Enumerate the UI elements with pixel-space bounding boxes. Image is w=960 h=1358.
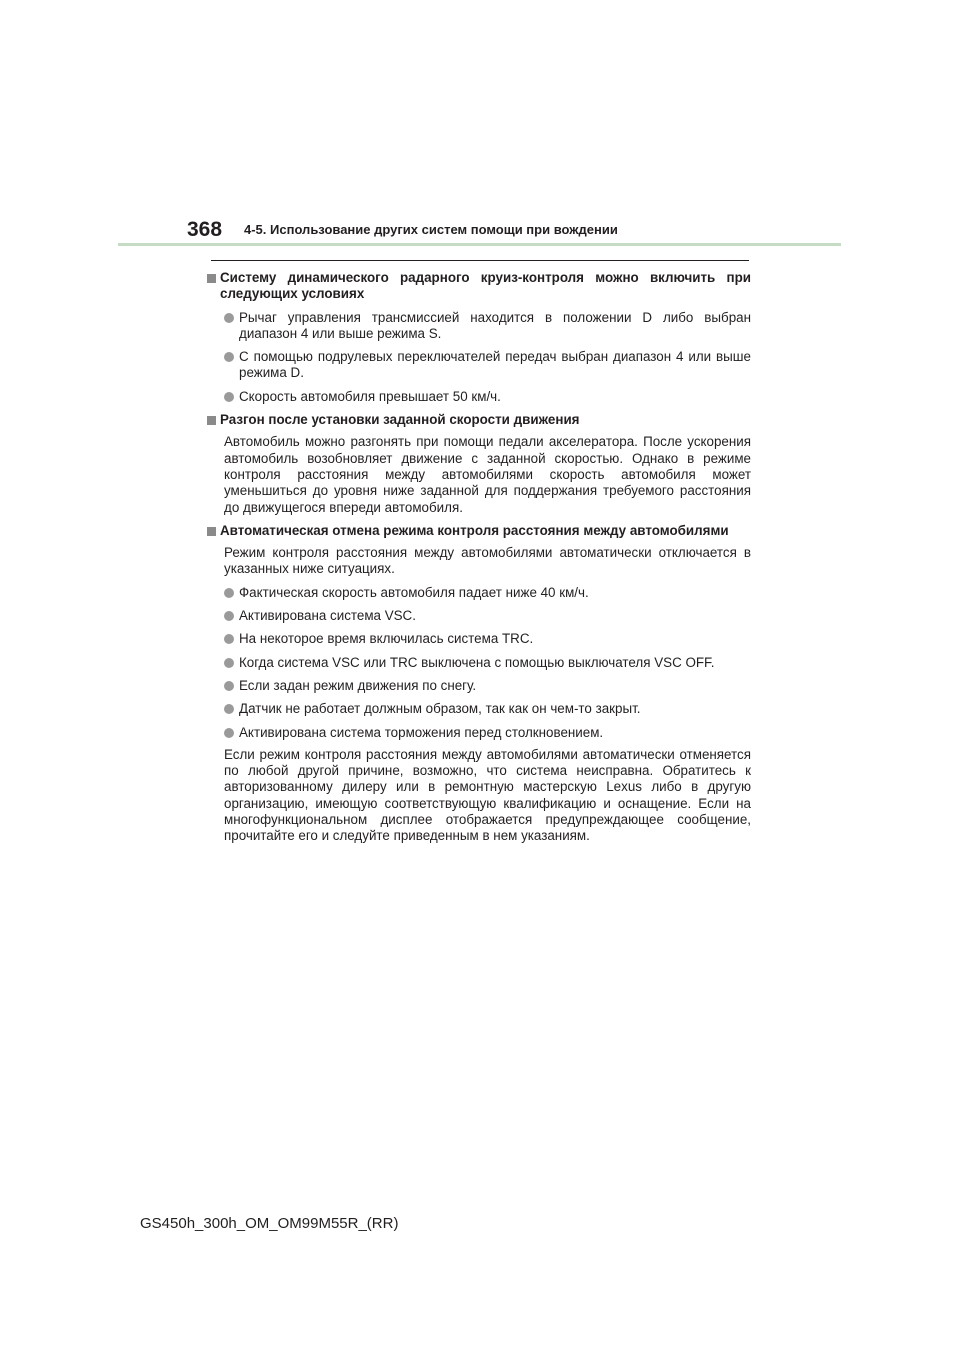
block-text: Датчик не работает должным образом, так как он чем-то закрыт. bbox=[239, 701, 641, 717]
block-text: Когда система VSC или TRC выключена с помощью выключателя VSC OFF. bbox=[239, 654, 715, 670]
circle-bullet-icon bbox=[224, 313, 234, 323]
list-item bbox=[207, 631, 751, 647]
block-text: На некоторое время включилась система TRC. bbox=[239, 631, 534, 647]
list-item bbox=[207, 349, 751, 382]
block-text: Активирована система торможения перед столкновением. bbox=[239, 724, 604, 740]
header-rule bbox=[118, 243, 841, 246]
list-item bbox=[207, 389, 751, 405]
block-text: Разгон после установки заданной скорости движения bbox=[220, 412, 580, 428]
block-text: Скорость автомобиля превышает 50 км/ч. bbox=[239, 388, 501, 404]
list-item bbox=[207, 608, 751, 624]
list-item bbox=[207, 585, 751, 601]
content-rule bbox=[211, 260, 749, 261]
paragraph bbox=[207, 545, 751, 578]
block-text: Автоматическая отмена режима контроля расстояния между автомобилями bbox=[220, 522, 729, 538]
block-text: Систему динамического радарного круиз-контроля можно включить при следующих условиях bbox=[220, 270, 751, 302]
block-text: С помощью подрулевых переключателей передач выбран диапазон 4 или выше режима D. bbox=[239, 349, 751, 381]
section-heading bbox=[207, 523, 751, 539]
block-text: Если режим контроля расстояния между автомобилями автоматически отменяется по любой другой причине, возможно, что система неисправна. Обратитесь к авторизованному дилеру или в ремонтную мастерскую Lexus либо в другую организацию, имеющую соответствующую квалификацию и оснащение. Если на многофункциональном дисплее отображается предупреждающее сообщение, прочитайте его и следуйте приведенным в нем указаниям. bbox=[224, 746, 751, 844]
circle-bullet-icon bbox=[224, 704, 234, 714]
circle-bullet-icon bbox=[224, 611, 234, 621]
list-item bbox=[207, 655, 751, 671]
circle-bullet-icon bbox=[224, 658, 234, 668]
section-heading bbox=[207, 412, 751, 428]
list-item bbox=[207, 701, 751, 717]
circle-bullet-icon bbox=[224, 392, 234, 402]
block-text: Фактическая скорость автомобиля падает ниже 40 км/ч. bbox=[239, 584, 589, 600]
list-item bbox=[207, 310, 751, 343]
paragraph bbox=[207, 747, 751, 845]
section-heading bbox=[207, 270, 751, 303]
block-text: Режим контроля расстояния между автомобилями автоматически отключается в указанных ниже ситуациях. bbox=[224, 545, 751, 577]
list-item bbox=[207, 725, 751, 741]
circle-bullet-icon bbox=[224, 681, 234, 691]
footer-doc-code: GS450h_300h_OM_OM99M55R_(RR) bbox=[140, 1215, 399, 1232]
content-area bbox=[207, 270, 751, 845]
circle-bullet-icon bbox=[224, 352, 234, 362]
paragraph bbox=[207, 434, 751, 515]
block-text: Рычаг управления трансмиссией находится в положении D либо выбран диапазон 4 или выше режима S. bbox=[239, 309, 751, 341]
block-text: Автомобиль можно разгонять при помощи педали акселератора. После ускорения автомобиль возобновляет движение с заданной скоростью. Однако в режиме контроля расстояния между автомобилями скорость автомобиля может уменьшиться до уровня ниже заданной для поддержания требуемого расстояния до движущегося впереди автомобиля. bbox=[224, 434, 751, 515]
circle-bullet-icon bbox=[224, 634, 234, 644]
square-bullet-icon bbox=[207, 274, 216, 283]
square-bullet-icon bbox=[207, 527, 216, 536]
circle-bullet-icon bbox=[224, 588, 234, 598]
block-text: Активирована система VSC. bbox=[239, 608, 416, 624]
square-bullet-icon bbox=[207, 416, 216, 425]
list-item bbox=[207, 678, 751, 694]
block-text: Если задан режим движения по снегу. bbox=[239, 677, 477, 693]
page-number: 368 bbox=[187, 218, 223, 241]
section-title: 4-5. Использование других систем помощи при вождении bbox=[244, 222, 618, 237]
circle-bullet-icon bbox=[224, 728, 234, 738]
